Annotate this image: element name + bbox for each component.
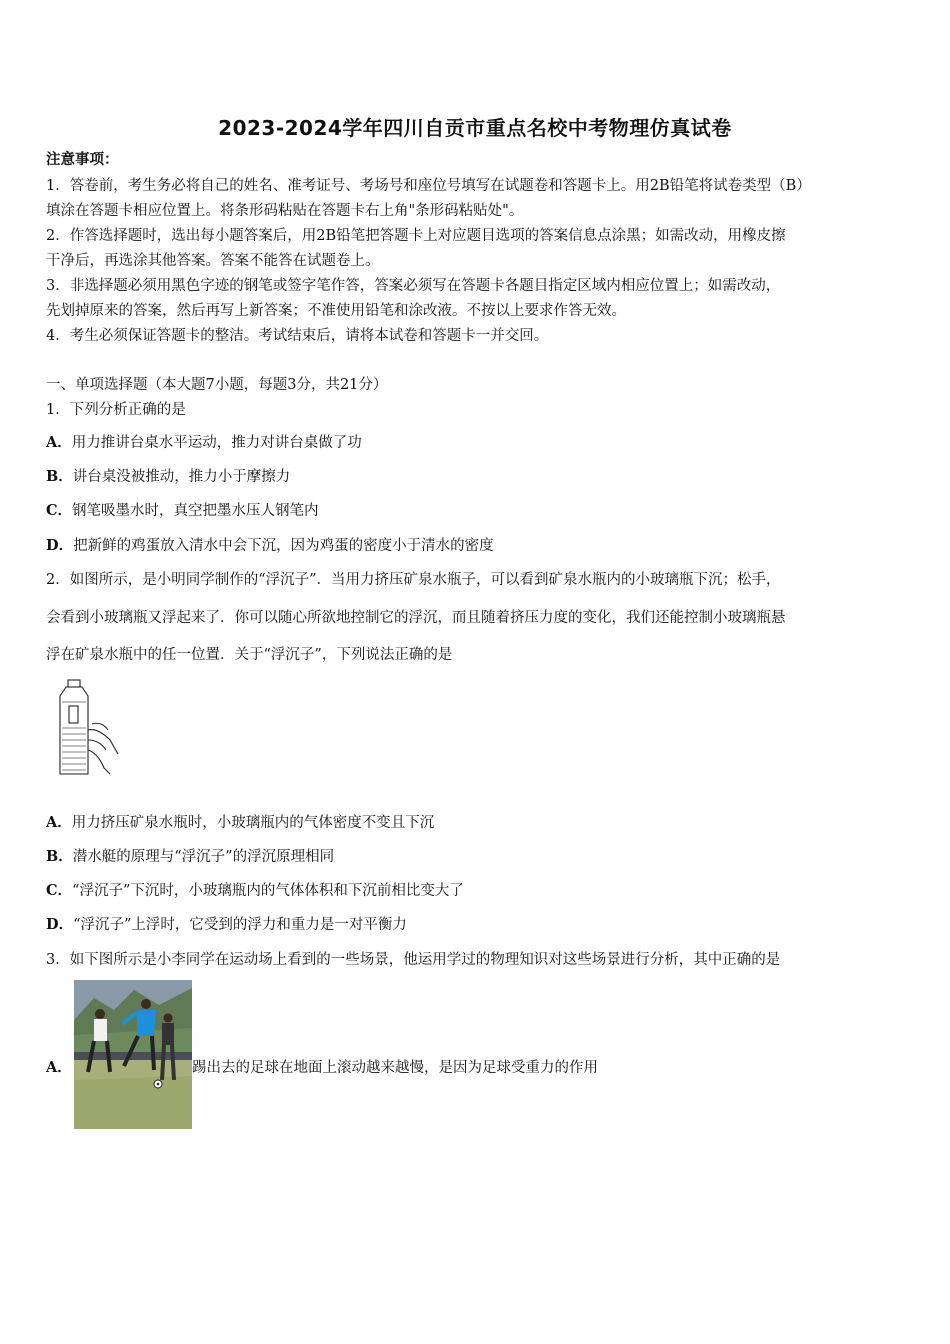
q1-option-a (46, 433, 362, 453)
question-stem: 会看到小玻璃瓶又浮起来了．你可以随心所欲地控制它的浮沉，而且随着挤压力度的变化，我们还能控制小玻璃瓶悬 (46, 610, 786, 626)
question-stem: 1．下列分析正确的是 (46, 402, 186, 418)
option-label: B． (46, 848, 73, 865)
option-label: A． (46, 434, 72, 451)
notice-line: 1．答卷前，考生务必将自己的姓名、准考证号、考场号和座位号填写在试题卷和答题卡上。用2B铅笔将试卷类型（B） (46, 178, 811, 194)
notice-line: 3．非选择题必须用黑色字迹的钢笔或签字笔作答，答案必须写在答题卡各题目指定区域内相应位置上；如需改动， (46, 278, 781, 294)
section-heading: 一、单项选择题（本大题7小题，每题3分，共21分） (46, 377, 388, 393)
option-label: B． (46, 468, 73, 485)
q1-option-c (46, 501, 319, 521)
soccer-photo (74, 980, 192, 1129)
notice-line: 干净后，再选涂其他答案。答案不能答在试题卷上。 (46, 253, 380, 269)
option-label: C． (46, 502, 73, 519)
question-stem: 2．如图所示，是小明同学制作的“浮沉子”．当用力挤压矿泉水瓶子，可以看到矿泉水瓶内的小玻璃瓶下沉；松手， (46, 572, 781, 588)
option-text: “浮沉子”上浮时，它受到的浮力和重力是一对平衡力 (73, 917, 407, 933)
option-label: A． (46, 814, 72, 831)
question-stem: 浮在矿泉水瓶中的任一位置．关于“浮沉子”，下列说法正确的是 (46, 647, 453, 663)
option-label: A． (46, 1059, 72, 1076)
q3-option-a-label (46, 1058, 72, 1078)
bottle-figure (52, 678, 126, 778)
q2-option-a (46, 813, 434, 833)
page-title: 2023-2024学年四川自贡市重点名校中考物理仿真试卷 (218, 116, 732, 140)
option-label: C． (46, 882, 73, 899)
q1-option-b (46, 467, 290, 487)
notice-line: 2．作答选择题时，选出每小题答案后，用2B铅笔把答题卡上对应题目选项的答案信息点涂黑；如需改动，用橡皮擦 (46, 228, 786, 244)
option-text: 用力挤压矿泉水瓶时，小玻璃瓶内的气体密度不变且下沉 (71, 815, 435, 831)
option-text: 钢笔吸墨水时，真空把墨水压人钢笔内 (72, 503, 319, 519)
notice-line: 先划掉原来的答案，然后再写上新答案；不准使用铅笔和涂改液。不按以上要求作答无效。 (46, 303, 626, 319)
option-text: “浮沉子”下沉时，小玻璃瓶内的气体体积和下沉前相比变大了 (72, 883, 464, 899)
q2-option-c (46, 881, 464, 901)
question-stem: 3．如下图所示是小李同学在运动场上看到的一些场景，他运用学过的物理知识对这些场景进行分析，其中正确的是 (46, 952, 781, 968)
option-label: D． (46, 916, 74, 933)
notice-heading: 注意事项： (46, 151, 119, 168)
q2-option-b (46, 847, 334, 867)
q2-option-d (46, 915, 407, 935)
option-text: 把新鲜的鸡蛋放入清水中会下沉，因为鸡蛋的密度小于清水的密度 (73, 538, 494, 554)
option-label: D． (46, 537, 74, 554)
option-text: 潜水艇的原理与“浮沉子”的浮沉原理相同 (72, 849, 335, 865)
q1-option-d (46, 536, 494, 556)
notice-line: 填涂在答题卡相应位置上。将条形码粘贴在答题卡右上角"条形码粘贴处"。 (46, 203, 524, 219)
q3-option-a-text: 踢出去的足球在地面上滚动越来越慢，是因为足球受重力的作用 (192, 1060, 598, 1076)
option-text: 讲台桌没被推动，推力小于摩擦力 (72, 469, 291, 485)
notice-line: 4．考生必须保证答题卡的整洁。考试结束后，请将本试卷和答题卡一并交回。 (46, 328, 549, 344)
option-text: 用力推讲台桌水平运动，推力对讲台桌做了功 (71, 435, 362, 451)
